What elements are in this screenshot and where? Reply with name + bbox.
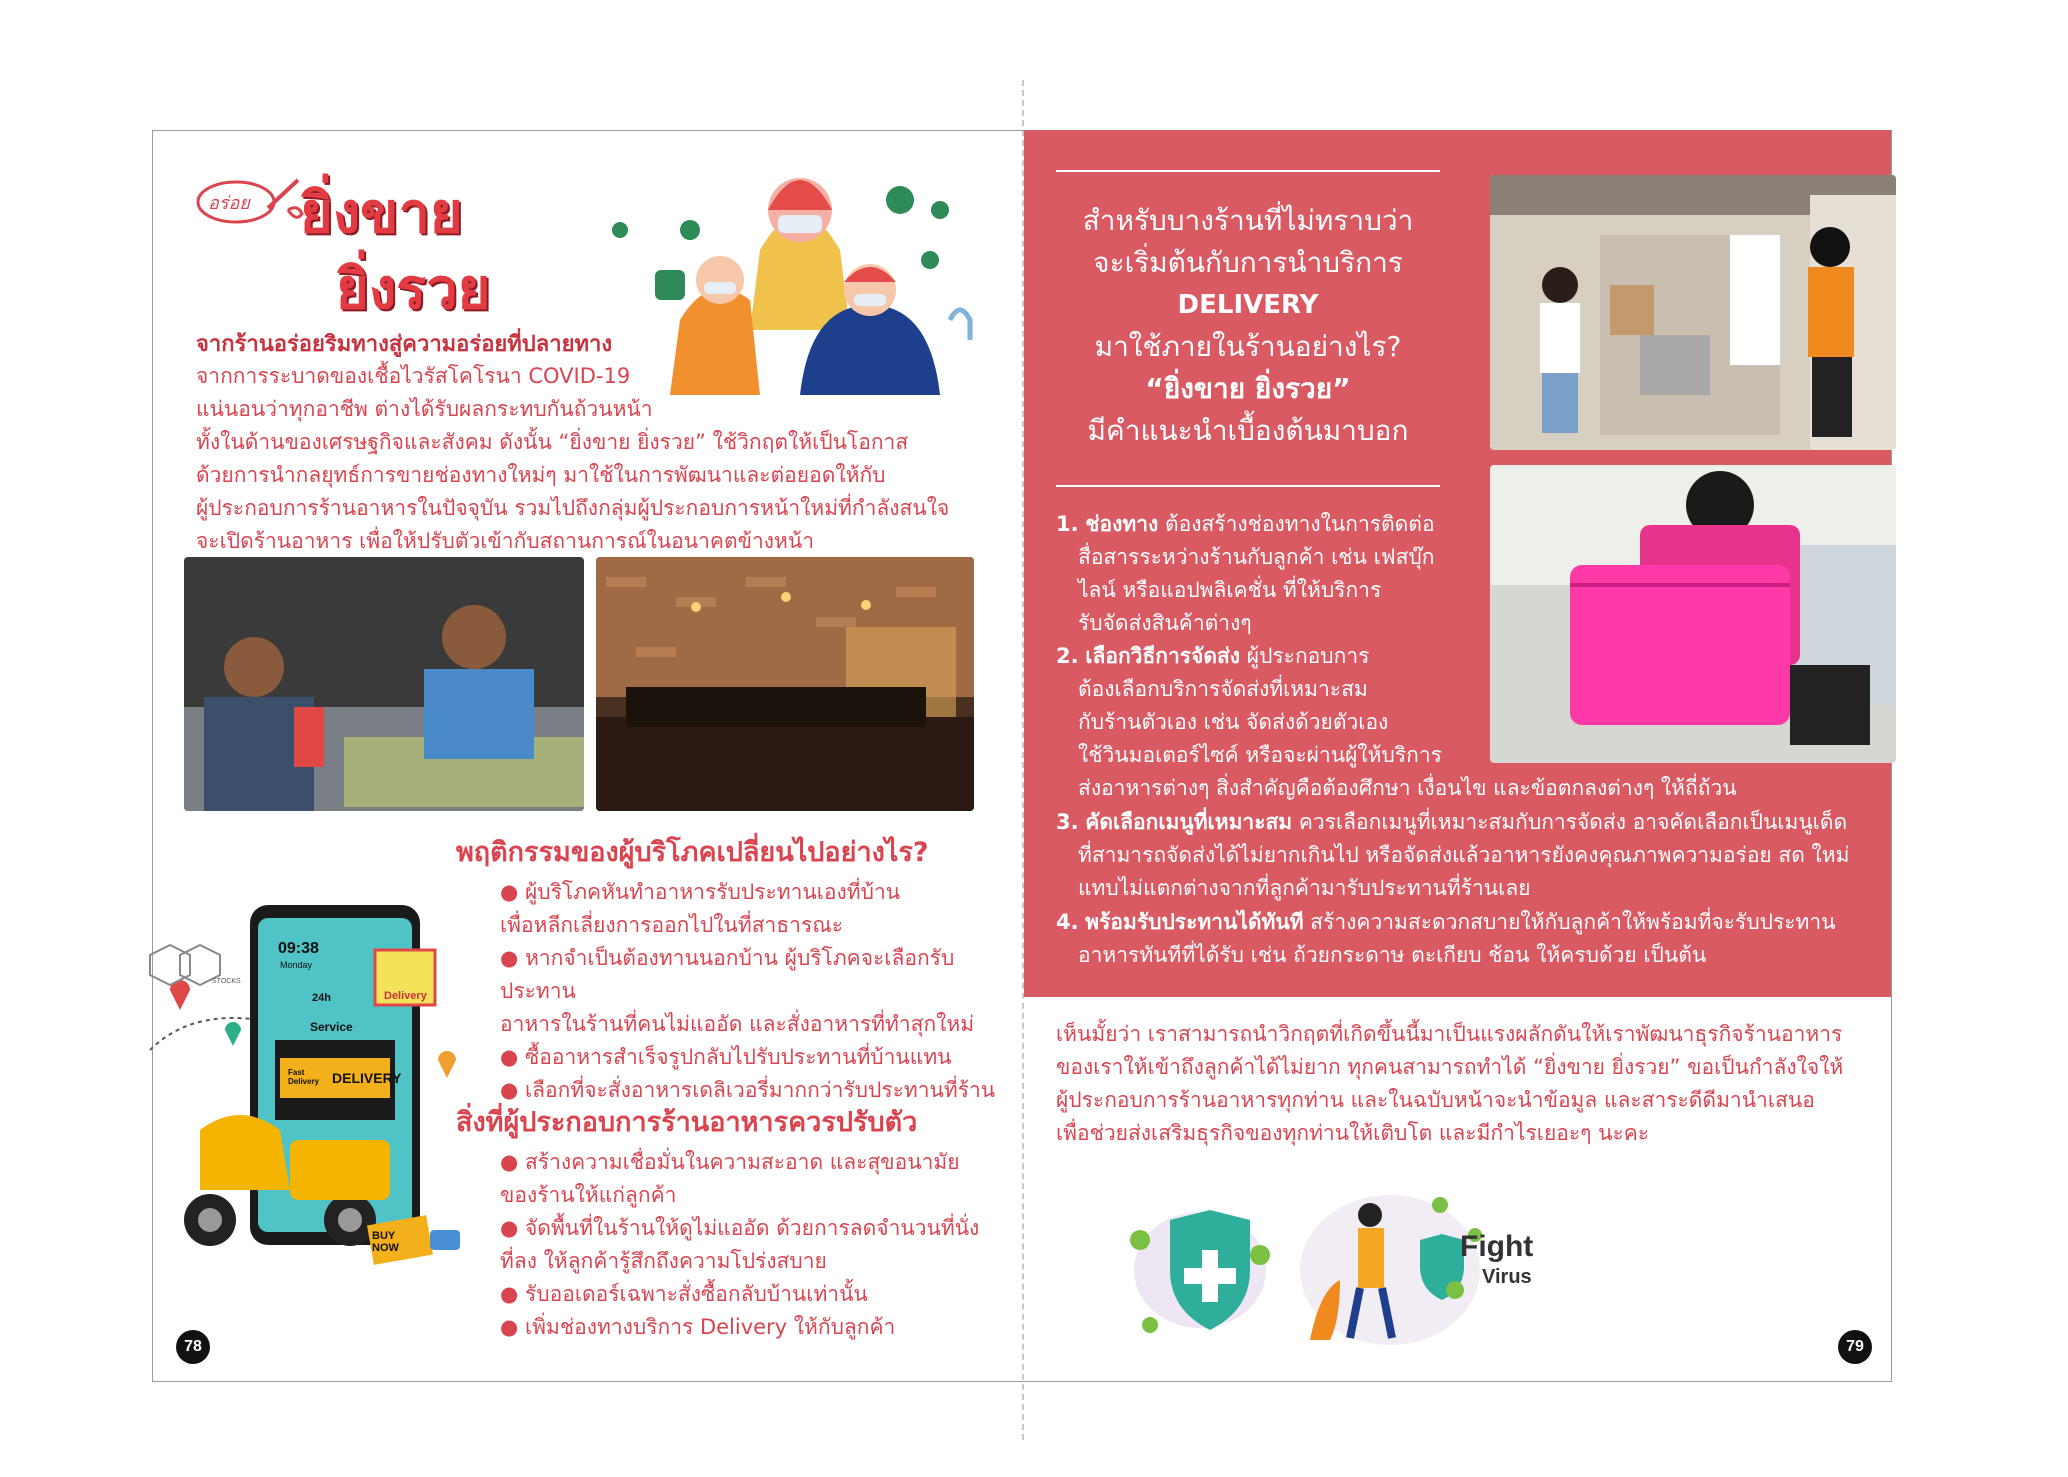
virus-label: Virus [1482, 1266, 1532, 1288]
bullet-text: เพิ่มช่องทางบริการ Delivery ให้กับลูกค้า [525, 1315, 896, 1339]
list-item: ● ผู้บริโภคหันทำอาหารรับประทานเองที่บ้าน เพื่อหลีกเลี่ยงการออกไปในที่สาธารณะ [500, 880, 901, 937]
closing-line: เห็นมั้ยว่า เราสามารถนำวิกฤตที่เกิดขึ้นนี้มาเป็นแรงผลักดันให้เราพัฒนาธุรกิจร้านอาหาร [1056, 1022, 1843, 1046]
list-item: ● เลือกที่จะสั่งอาหารเดลิเวอรี่มากกว่ารับประทานที่ร้าน [500, 1078, 996, 1102]
list-item: ● ซื้ออาหารสำเร็จรูปกลับไปรับประทานที่บ้านแทน [500, 1045, 952, 1069]
consumer-behavior-heading: พฤติกรรมของผู้บริโภคเปลี่ยนไปอย่างไร? [456, 837, 929, 868]
operator-adjust-heading: สิ่งที่ผู้ประกอบการร้านอาหารควรปรับตัว [456, 1107, 918, 1138]
phone-day: Monday [280, 960, 313, 970]
tip-line: ใช้วินมอเตอร์ไซค์ หรือจะผ่านผู้ให้บริการ [1078, 743, 1442, 767]
stocks-label: STOCKS [212, 978, 241, 985]
intro-line: สำหรับบางร้านที่ไม่ทราบว่า [1082, 204, 1414, 237]
tip-line: ไลน์ หรือแอปพลิเคชั่น ที่ให้บริการ [1078, 578, 1382, 602]
tip-line: ที่สามารถจัดส่งได้ไม่ยากเกินไป หรือจัดส่งแล้วอาหารยังคงคุณภาพความอร่อย สด ใหม่ [1078, 843, 1850, 867]
tip-item-2 [1056, 640, 1876, 805]
divider-line-bottom [1056, 485, 1440, 487]
tip-line: แทบไม่แตกต่างจากที่ลูกค้ามารับประทานที่ร้านเลย [1078, 876, 1531, 900]
street-vendor-photo [184, 557, 584, 811]
tip-number: 3. [1056, 810, 1079, 834]
bullet-text: ผู้บริโภคหันทำอาหารรับประทานเองที่บ้าน เพื่อหลีกเลี่ยงการออกไปในที่สาธารณะ [500, 880, 901, 937]
brand-logo [196, 170, 306, 230]
tip-number: 1. [1056, 512, 1079, 536]
phone-service-label: Service [310, 1020, 353, 1034]
intro-line: มาใช้ภายในร้านอย่างไร? [1094, 330, 1402, 363]
tip-line: ผู้ประกอบการ [1246, 644, 1370, 668]
delivery-box-small: Fast Delivery [288, 1068, 320, 1086]
list-item: ● หากจำเป็นต้องทานนอกบ้าน ผู้บริโภคจะเลือกรับประทาน อาหารในร้านที่คนไม่แออัด และสั่งอาหารที่ทำสุกใหม่ [500, 946, 975, 1036]
phone-time: 09:38 [278, 940, 319, 957]
tip-number: 2. [1056, 644, 1079, 668]
intro-line: ผู้ประกอบการร้านอาหารในปัจจุบัน รวมไปถึงกลุ่มผู้ประกอบการหน้าใหม่ที่กำลังสนใจ [196, 496, 950, 520]
bullet-text: ซื้ออาหารสำเร็จรูปกลับไปรับประทานที่บ้านแทน [525, 1045, 952, 1069]
bullet-text: จัดพื้นที่ในร้านให้ดูไม่แออัด ด้วยการลดจำนวนที่นั่ง ที่ลง ให้ลูกค้ารู้สึกถึงความโปร่งสบาย [500, 1216, 980, 1273]
shield-virus-illustration [1110, 1200, 1270, 1340]
tip-item-1 [1056, 508, 1476, 640]
divider-line-top [1056, 170, 1440, 172]
fight-virus-illustration [1290, 1180, 1580, 1350]
tip-line: อาหารทันทีที่ได้รับ เช่น ถ้วยกระดาษ ตะเกียบ ช้อน ให้ครบด้วย เป็นต้น [1078, 943, 1707, 967]
intro-line: จากการระบาดของเชื้อไวรัสโคโรนา COVID-19 [196, 364, 631, 388]
tip-number: 4. [1056, 910, 1079, 934]
tip-heading: พร้อมรับประทานได้ทันที [1085, 910, 1304, 934]
tip-line: สื่อสารระหว่างร้านกับลูกค้า เช่น เฟสบุ๊ก [1078, 545, 1435, 569]
handover-delivery-photo [1490, 175, 1896, 450]
title-line-1: ยิ่งขาย [300, 181, 463, 246]
intro-line: จะเริ่มต้นกับการนำบริการ [1093, 246, 1403, 279]
phone-24h-badge: 24h [312, 992, 331, 1004]
tip-line: สร้างความสะดวกสบายให้กับลูกค้าให้พร้อมที่จะรับประทาน [1310, 910, 1836, 934]
title-line-2: ยิ่งรวย [336, 257, 491, 322]
intro-line: ทั้งในด้านของเศรษฐกิจและสังคม ดังนั้น “ยิ่งขาย ยิ่งรวย” ใช้วิกฤตให้เป็นโอกาส [196, 430, 909, 454]
tip-item-3 [1056, 806, 1876, 905]
list-item: ● เพิ่มช่องทางบริการ Delivery ให้กับลูกค้า [500, 1315, 896, 1339]
closing-line: ของเราให้เข้าถึงลูกค้าได้ไม่ยาก ทุกคนสามารถทำได้ “ยิ่งขาย ยิ่งรวย” ขอเป็นกำลังใจให้ [1056, 1055, 1844, 1079]
bullet-text: หากจำเป็นต้องทานนอกบ้าน ผู้บริโภคจะเลือกรับประทาน อาหารในร้านที่คนไม่แออัด และสั่งอาหารที่ทำสุกใหม่ [500, 946, 975, 1036]
bullet-text: สร้างความเชื่อมั่นในความสะอาด และสุขอนามัย ของร้านให้แก่ลูกค้า [500, 1150, 960, 1207]
intro-line: จะเปิดร้านอาหาร เพื่อให้ปรับตัวเข้ากับสถานการณ์ในอนาคตข้างหน้า [196, 529, 815, 553]
tip-heading: คัดเลือกเมนูที่เหมาะสม [1085, 810, 1293, 834]
buy-now-label: BUY NOW [372, 1230, 399, 1254]
tip-line: กับร้านตัวเอง เช่น จัดส่งด้วยตัวเอง [1078, 710, 1389, 734]
intro-line: DELIVERY [1177, 290, 1319, 320]
bullet-text: เลือกที่จะสั่งอาหารเดลิเวอรี่มากกว่ารับประทานที่ร้าน [525, 1078, 996, 1102]
delivery-box-label: DELIVERY [332, 1070, 402, 1086]
intro-line: มีคำแนะนำเบื้องต้นมาบอก [1087, 414, 1409, 447]
left-subtitle: จากร้านอร่อยริมทางสู่ความอร่อยที่ปลายทาง [196, 332, 613, 357]
intro-line: ด้วยการนำกลยุทธ์การขายช่องทางใหม่ๆ มาใช้ในการพัฒนาและต่อยอดให้กับ [196, 463, 886, 487]
tip-line: ต้องสร้างช่องทางในการติดต่อ [1164, 512, 1435, 536]
tip-heading: เลือกวิธีการจัดส่ง [1085, 644, 1241, 668]
page-number-left: 78 [176, 1330, 210, 1364]
phone-delivery-tag: Delivery [384, 990, 427, 1002]
tip-line: รับจัดส่งสินค้าต่างๆ [1078, 611, 1252, 635]
list-item: ● สร้างความเชื่อมั่นในความสะอาด และสุขอนามัย ของร้านให้แก่ลูกค้า [500, 1150, 960, 1207]
delivery-phone-illustration [140, 890, 480, 1280]
restaurant-interior-photo [596, 557, 974, 811]
right-intro-block [1056, 200, 1440, 452]
intro-line: แน่นอนว่าทุกอาชีพ ต่างได้รับผลกระทบกันถ้วนหน้า [196, 397, 653, 421]
bullet-text: รับออเดอร์เฉพาะสั่งซื้อกลับบ้านเท่านั้น [525, 1282, 868, 1306]
operator-adjust-list [500, 1146, 1020, 1344]
tip-line: ส่งอาหารต่างๆ สิ่งสำคัญคือต้องศึกษา เงื่อนไข และข้อตกลงต่างๆ ให้ถี่ถ้วน [1078, 776, 1737, 800]
list-item: ● จัดพื้นที่ในร้านให้ดูไม่แออัด ด้วยการลดจำนวนที่นั่ง ที่ลง ให้ลูกค้ารู้สึกถึงความโปร่งสบาย [500, 1216, 980, 1273]
closing-line: ผู้ประกอบการร้านอาหารทุกท่าน และในฉบับหน้าจะนำข้อมูล และสาระดีดีมานำเสนอ [1056, 1088, 1815, 1112]
page-number-right: 79 [1838, 1330, 1872, 1364]
fight-label: Fight [1460, 1230, 1534, 1263]
closing-line: เพื่อช่วยส่งเสริมธุรกิจของทุกท่านให้เติบโต และมีกำไรเยอะๆ นะคะ [1056, 1121, 1650, 1145]
left-intro-block [196, 360, 996, 558]
tip-item-4 [1056, 906, 1876, 972]
logo-script-text: อร่อย [208, 193, 250, 214]
tip-line: ควรเลือกเมนูที่เหมาะสมกับการจัดส่ง อาจคัดเลือกเป็นเมนูเด็ด [1298, 810, 1848, 834]
closing-paragraph [1056, 1018, 1856, 1150]
consumer-behavior-list [500, 876, 1020, 1107]
list-item: ● รับออเดอร์เฉพาะสั่งซื้อกลับบ้านเท่านั้น [500, 1282, 868, 1306]
tip-heading: ช่องทาง [1085, 512, 1159, 536]
intro-line: “ยิ่งขาย ยิ่งรวย” [1145, 372, 1351, 405]
tip-line: ต้องเลือกบริการจัดส่งที่เหมาะสม [1078, 677, 1368, 701]
